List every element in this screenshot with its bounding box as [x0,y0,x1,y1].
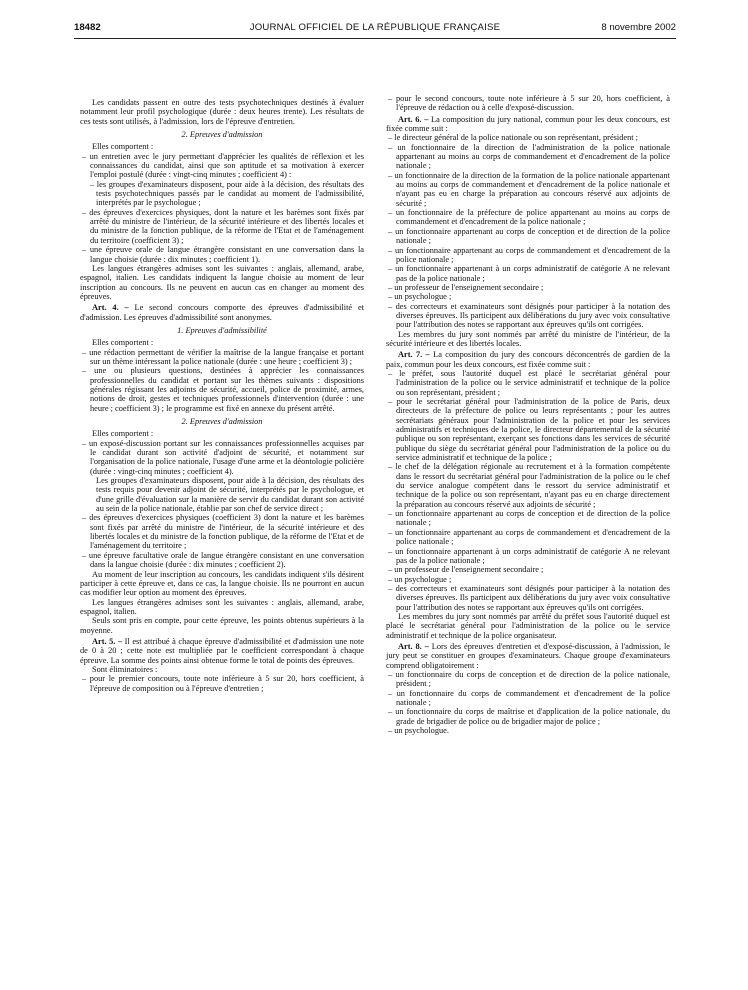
list-item: – un professeur de l'enseignement secondaire ; [388,282,544,292]
list-item: – un fonctionnaire appartenant au corps de commandement et d'encadrement de la police nationale ; [388,527,670,547]
paragraph: Les candidats passent en outre des tests psychotechniques destinés à évaluer notamment leur profil psychologique (durée : deux heures trente). Les résultats de ces tests sont utilisés, à l'admission, lors de l'épreuve d'entretien. [80,98,364,126]
list-item: – le directeur général de la police nationale ou son représentant, président ; [388,133,638,143]
list-item: – un fonctionnaire de la direction de la formation de la police nationale appartenant au moins au corps de commandement et d'encadrement de la police nationale et n'ayant pas eu en charge la préparation au concours réservé aux adjoints de sécurité ; [388,170,670,208]
list-item: – des épreuves d'exercices physiques (coefficient 3) dont la nature et les barèmes sont fixés par arrêté du ministre de l'intérieur, de la sécurité intérieure et des libertés locales et du ministre de la fonction publique, de la réforme de l'Etat et de l'aménagement du territoire ; [82,513,364,551]
list-item: – un fonctionnaire du corps de commandement et d'encadrement de la police nationale ; [388,688,670,707]
journal-title: JOURNAL OFFICIEL DE LA RÉPUBLIQUE FRANÇAISE [249,22,501,33]
list-item: – un fonctionnaire appartenant à un corps administratif de catégorie A ne relevant pas de la police nationale ; [388,264,670,283]
list-item: – un fonctionnaire appartenant à un corps administratif de catégorie A ne relevant pas de la police nationale ; [388,546,670,565]
list-item: – un entretien avec le jury permettant d'apprécier les qualités de réflexion et les connaissances du candidat, ainsi que son aptitude et sa motivation à exercer l'emploi postulé (durée : vingt-cinq minutes ; coefficient 4) : [82,151,364,180]
section-heading: 2. Epreuves d'admission [181,130,263,140]
list-item: – un exposé-discussion portant sur les connaissances professionnelles acquises par le candidat durant son activité d'adjoint de sécurité, et notamment sur l'organisation de la police nationale, l'usage d'une arme et la déontologie policière (durée : vingt-cinq minutes ; coefficient 4). [82,438,364,476]
paragraph: Les membres du jury sont nommés par arrêté du ministre de l'intérieur, de la sécurité intérieure et des libertés locales. [386,329,670,348]
publication-date: 8 novembre 2002 [601,22,676,33]
list-item: – pour le secrétariat général pour l'administration de la police de Paris, deux directeurs de la préfecture de police ou leurs représentants ; pour les autres secrétariats généraux pour l'administration de la police et pour les services administratifs et techniques de la police, le directeur départemental de la sécurité publique ou son représentant, exerçant ses fonctions dans les services de sécurité publique du siège du secrétariat général pour l'administration de la police ou du service administratif et technique de la police ; [388,397,670,463]
paragraph: Elles comportent : [92,429,154,439]
list-item: – le préfet, sous l'autorité duquel est placé le secrétariat général pour l'administration de la police ou le service administratif et technique de la police ou son représentant, président ; [388,368,670,397]
list-item: – une épreuve facultative orale de langue étrangère consistant en une conversation dans la langue choisie (durée : dix minutes ; coefficient 2). [82,550,364,570]
paragraph: Les membres du jury sont nommés par arrêté du préfet sous l'autorité duquel est placé le secrétariat général pour l'administration de la police ou le service administratif et technique de la police organisateur. [386,611,670,640]
list-item: – un fonctionnaire appartenant au corps de commandement et d'encadrement de la police nationale ; [388,245,670,264]
list-item: – un fonctionnaire de la direction de l'administration de la police nationale appartenant au moins au corps de commandement et d'encadrement de la police nationale ; [388,142,670,171]
article-4: Art. 4. – Le second concours comporte des épreuves d'admissibilité et d'admission. Les épreuves d'admissibilité sont anonymes. [80,303,364,322]
left-column [80,98,364,693]
page-number: 18482 [74,22,101,33]
list-item: – un fonctionnaire du corps de conception et de direction de la police nationale, président ; [388,669,670,689]
right-column [386,94,670,735]
paragraph: Elles comportent : [92,142,154,152]
list-item: – le chef de la délégation régionale au recrutement et à la formation compétente dans le ressort du secrétariat général pour l'administration de la police ou le chef du service analogue compétent dans le ressort du service administratif et technique de la police ou son représentant, n'ayant pas eu en charge directement la préparation au concours réservé aux adjoints de sécurité ; [388,462,670,509]
list-item: Les groupes d'examinateurs disposent, pour aide à la décision, des résultats des tests requis pour devenir adjoint de sécurité, interprétés par le psychologue, et d'une grille d'évaluation sur la manière de servir du candidat durant son activité au sein de la police nationale, établie par son chef de service direct ; [96,476,364,514]
list-item: – un psychologue ; [388,292,452,302]
list-item: – un professeur de l'enseignement secondaire ; [388,565,544,575]
list-item: – un psychologue. [388,726,449,736]
paragraph: Sont éliminatoires : [92,664,158,674]
paragraph: Au moment de leur inscription au concours, les candidats indiquent s'ils désirent participer à cette épreuve et, dans ce cas, la langue choisie. Ils ne pourront en aucun cas modifier leur option au moment des épreuves. [80,569,364,598]
list-item: – des épreuves d'exercices physiques, dont la nature et les barèmes sont fixés par arrêté du ministre de l'intérieur, de la sécurité intérieure et des libertés locales et du ministre de la fonction publique, de la réforme de l'Etat et de l'aménagement du territoire (coefficient 3) ; [82,207,364,245]
section-heading: 1. Epreuves d'admissibilité [177,325,267,335]
header-rule [74,38,676,39]
list-item: – un fonctionnaire de la préfecture de police appartenant au moins au corps de commandement et d'encadrement de la police nationale ; [388,208,670,227]
article-8: Art. 8. – Lors des épreuves d'entretien et d'exposé-discussion, à l'admission, le jury peut se constituer en groupes d'examinateurs. Chaque groupe d'examinateurs comprend obligatoirement : [386,641,670,670]
paragraph: Les langues étrangères admises sont les suivantes : anglais, allemand, arabe, espagnol, italien. [80,597,364,616]
paragraph: Seuls sont pris en compte, pour cette épreuve, les points obtenus supérieurs à la moyenne. [80,616,364,635]
list-item: – une ou plusieurs questions, destinées à apprécier les connaissances professionnelles du candidat et portant sur les thèmes suivants : dispositions générales régissant les adjoints de sécurité, accueil, police de proximité, armes, notions de droit, gestes et techniques professionnels d'intervention (durée : une heure ; coefficient 3) ; le programme est fixé en annexe du présent arrêté. [82,366,364,413]
list-item: – un fonctionnaire appartenant au corps de conception et de direction de la police nationale ; [388,226,670,246]
page-header [74,22,676,36]
section-heading: 2. Epreuves d'admission [181,417,263,426]
list-item: – pour le second concours, toute note inférieure à 5 sur 20, hors coefficient, à l'épreuve de rédaction ou à celle d'exposé-discussion. [388,94,670,113]
list-item: – une rédaction permettant de vérifier la maîtrise de la langue française et portant sur un thème intéressant la police nationale (durée : une heure ; coefficient 3) ; [82,347,364,366]
list-item: – des correcteurs et examinateurs sont désignés pour participer à la notation des diverses épreuves. Ils participent aux délibérations du jury avec voix consultative pour l'attribution des notes se rapportant aux épreuves qu'ils ont corrigées. [388,583,670,612]
article-6: Art. 6. – La composition du jury national, commun pour les deux concours, est fixée comme suit : [386,114,670,134]
paragraph: Les langues étrangères admises sont les suivantes : anglais, allemand, arabe, espagnol, italien. Les candidats indiquent la langue choisie au moment de leur inscription au concours. Ils ne peuvent en aucun cas en changer au moment des épreuves. [80,263,364,301]
list-item: – pour le premier concours, toute note inférieure à 5 sur 20, hors coefficient, à l'épreuve de composition ou à l'épreuve d'entretien ; [82,674,364,693]
list-item: – une épreuve orale de langue étrangère consistant en une conversation dans la langue choisie (durée : dix minutes ; coefficient 1). [82,245,364,264]
article-5: Art. 5. – Il est attribué à chaque épreuve d'admissibilité et d'admission une note de 0 à 20 ; cette note est multipliée par le coefficient correspondant à chaque épreuve. La somme des points ainsi obtenue forme le total de points des épreuves. [80,636,364,665]
list-item: – un fonctionnaire appartenant au corps de conception et de direction de la police nationale ; [388,509,670,528]
list-item: – un psychologue ; [388,574,452,584]
list-item: – un fonctionnaire du corps de maîtrise et d'application de la police nationale, du grade de brigadier de police ou de brigadier major de police ; [388,707,670,726]
paragraph: Elles comportent : [92,338,154,348]
article-7: Art. 7. – La composition du jury des concours déconcentrés de gardien de la paix, commun pour les deux concours, est fixée comme suit : [386,350,671,369]
list-item: – les groupes d'examinateurs disposent, pour aide à la décision, des résultats des tests psychotechniques passés par le candidat au moment de l'admissibilité, interprétés par le psychologue ; [90,179,364,208]
list-item: – des correcteurs et examinateurs sont désignés pour participer à la notation des diverses épreuves. Ils participent aux délibérations du jury avec voix consultative pour l'attribution des notes se rapportant aux épreuves qu'ils ont corrigées. [388,301,670,330]
